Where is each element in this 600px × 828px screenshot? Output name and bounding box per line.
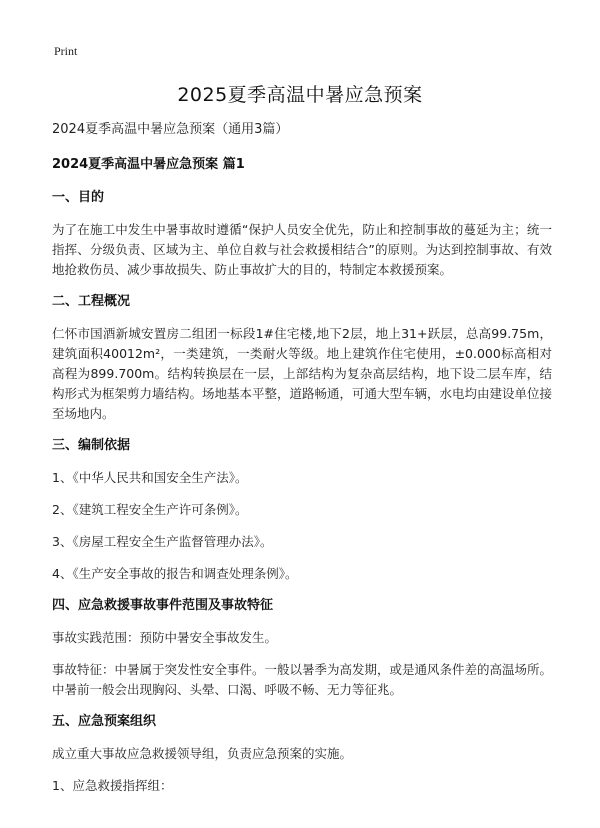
document-title: 2025夏季高温中暑应急预案 <box>177 84 423 106</box>
section-heading-scope: 四、应急救援事故事件范围及事故特征 <box>52 598 274 613</box>
section-paragraph-purpose: 为了在施工中发生中暑事故时遵循“保护人员安全优先，防止和控制事故的蔓延为主；统一指挥、分级负责、区域为主、单位自救与社会救援相结合”的原则。为达到控制事故、有效地抢救伤员、减少事故损失、防止事故扩大的目的，特制定本救援预案。 <box>52 222 552 277</box>
section-paragraph-command-group: 1、应急救援指挥组： <box>52 778 173 793</box>
basis-list-item: 1、《中华人民共和国安全生产法》。 <box>52 470 248 485</box>
article-heading: 2024夏季高温中暑应急预案 篇1 <box>52 157 245 172</box>
section-heading-organization: 五、应急预案组织 <box>52 714 157 729</box>
document-body <box>52 120 552 796</box>
document-subtitle: 2024夏季高温中暑应急预案（通用3篇） <box>52 122 289 137</box>
section-paragraph-features: 事故特征：中暑属于突发性安全事件。一般以暑季为高发期，或是通风条件差的高温场所。中暑前一般会出现胸闷、头晕、口渴、呼吸不畅、无力等征兆。 <box>52 662 553 697</box>
print-link[interactable]: Print <box>54 44 78 58</box>
section-paragraph-overview: 仁怀市国酒新城安置房二组团一标段1#住宅楼,地下2层，地上31+跃层，总高99.75m，建筑面积40012m²，一类建筑，一类耐火等级。地上建筑作住宅使用，±0.000标高相对高程为899.700m。结构转换层在一层，上部结构为复杂高层结构，地下设二层车库，结构形式为框架剪力墙结构。场地基本平整，道路畅通，可通大型车辆，水电均由建设单位接至场地内。 <box>52 326 553 421</box>
basis-list-item: 2、《建筑工程安全生产许可条例》。 <box>52 502 248 517</box>
basis-list-item: 3、《房屋工程安全生产监督管理办法》。 <box>52 534 273 549</box>
section-heading-basis: 三、编制依据 <box>52 438 131 453</box>
section-heading-purpose: 一、目的 <box>52 190 105 205</box>
section-paragraph-organization: 成立重大事故应急救援领导组，负责应急预案的实施。 <box>52 746 353 761</box>
basis-list-item: 4、《生产安全事故的报告和调查处理条例》。 <box>52 566 298 581</box>
section-paragraph-scope: 事故实践范围：预防中暑安全事故发生。 <box>52 630 278 645</box>
section-heading-overview: 二、工程概况 <box>52 294 131 309</box>
